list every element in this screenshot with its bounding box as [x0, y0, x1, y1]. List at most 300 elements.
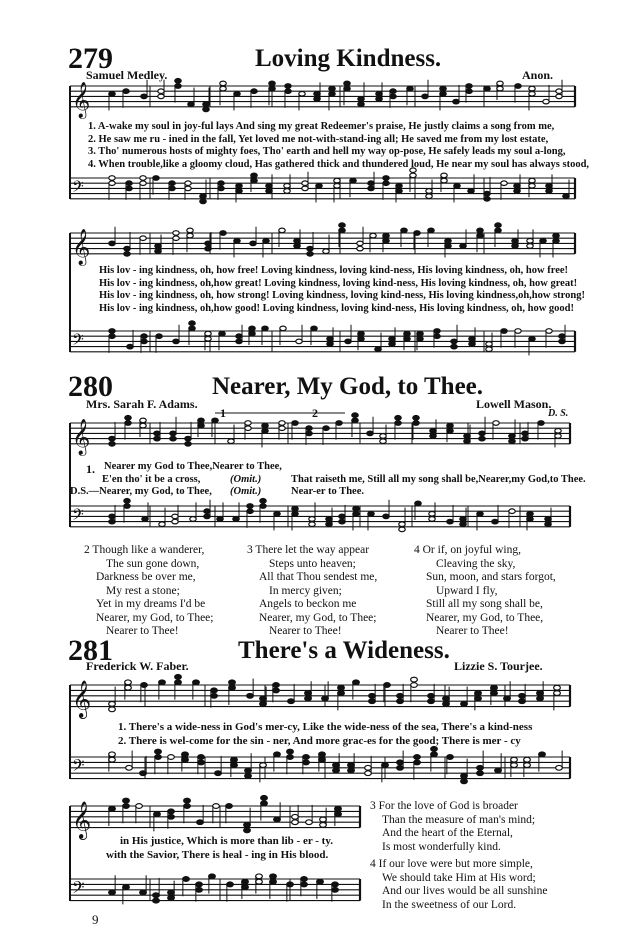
note-head [154, 431, 160, 436]
note-head [158, 94, 164, 99]
note-head [305, 691, 312, 696]
note-head [220, 81, 226, 86]
note-head [109, 707, 116, 712]
note-head [251, 178, 257, 183]
note-head [443, 702, 450, 707]
note-head [540, 239, 546, 244]
verse-number: 1. [86, 462, 95, 476]
note-head [464, 439, 470, 444]
note-head [109, 176, 115, 181]
note-head [292, 814, 299, 819]
note-head [345, 339, 351, 344]
note-head [220, 86, 226, 91]
note-head [260, 499, 266, 504]
note-head [332, 887, 339, 892]
note-head [184, 804, 191, 809]
note-head [555, 434, 561, 439]
ds-mark: D. S. [548, 408, 569, 419]
note-head [484, 197, 490, 202]
note-head [323, 249, 329, 254]
note-head [182, 752, 189, 757]
note-head [486, 347, 492, 352]
note-head [228, 439, 234, 444]
note-head [445, 244, 451, 249]
note-head [461, 702, 468, 707]
note-head [306, 431, 312, 436]
note-head [370, 233, 376, 238]
note-head [205, 337, 211, 342]
note-head [285, 89, 291, 94]
note-head [434, 329, 440, 334]
note-head [155, 755, 162, 760]
stanza-line: And our lives would be all sunshine [382, 885, 548, 897]
lyric-line: His lov - ing kindness, oh, how free! Loving kindness, loving kind-ness, His loving kindness, oh, how free! [99, 265, 569, 276]
note-head [154, 436, 160, 441]
note-head [358, 337, 364, 342]
stanza-line: Cleaving the sky, [436, 557, 516, 570]
stanza-line: Nearer to Thee! [106, 625, 179, 637]
note-head [358, 102, 364, 107]
note-head [368, 186, 374, 191]
treble-clef: 𝄞 [72, 228, 91, 265]
note-head [305, 696, 312, 701]
note-head [175, 680, 182, 685]
note-head [306, 426, 312, 431]
note-head [109, 752, 116, 757]
note-head [279, 426, 285, 431]
note-head [524, 757, 531, 762]
note-head [309, 517, 315, 522]
note-head [333, 763, 340, 768]
note-head [414, 755, 421, 760]
note-head [350, 178, 356, 183]
note-head [383, 233, 389, 238]
note-head [410, 173, 416, 178]
note-head [280, 326, 286, 331]
note-head [219, 331, 225, 336]
note-head [509, 509, 515, 514]
note-head [256, 874, 263, 879]
note-head [426, 189, 432, 194]
note-head [234, 239, 240, 244]
note-head [390, 89, 396, 94]
page-marker: 9 [92, 912, 99, 927]
note-head [303, 760, 310, 765]
note-head [504, 696, 511, 701]
note-head [251, 173, 257, 178]
note-head [338, 691, 345, 696]
note-head [475, 691, 482, 696]
note-head [140, 181, 146, 186]
hymn-number: 279 [68, 42, 113, 75]
note-head [441, 173, 447, 178]
note-head [556, 765, 563, 770]
note-head [369, 699, 376, 704]
stanza-line: 3 For the love of God is broader [370, 800, 518, 812]
note-head [203, 102, 209, 107]
note-head [260, 504, 266, 509]
note-head [260, 696, 267, 701]
note-head [196, 882, 203, 887]
note-head [270, 879, 277, 884]
note-head [197, 820, 204, 825]
lyric-line: 4. When trouble,like a gloomy cloud, Has gathered thick and thundered loud, He near my soul has always stood, [88, 158, 590, 170]
note-head [545, 517, 551, 522]
note-head [515, 84, 521, 89]
note-head [301, 882, 308, 887]
note-head [493, 421, 499, 426]
note-head [316, 184, 322, 189]
note-head [497, 86, 503, 91]
stanza-line: Nearer to Thee! [436, 625, 509, 637]
note-head [475, 696, 482, 701]
note-head [522, 436, 528, 441]
note-head [399, 522, 405, 527]
note-head [527, 512, 533, 517]
note-head [236, 339, 242, 344]
note-head [140, 418, 146, 423]
stanza-line: Nearer to Thee! [269, 625, 342, 637]
bass-clef: 𝄢 [72, 878, 85, 902]
note-head [198, 760, 205, 765]
first-ending-mark: 1 [220, 406, 226, 420]
note-head [357, 246, 363, 251]
stanza-line: In the sweetness of our Lord. [382, 898, 517, 911]
note-head [348, 768, 355, 773]
omit-mark: (Omit.) [230, 486, 262, 497]
note-head [468, 189, 474, 194]
note-head [109, 519, 115, 524]
note-head [441, 178, 447, 183]
music-composer: Anon. [522, 68, 554, 82]
note-head [168, 896, 175, 901]
note-head [383, 181, 389, 186]
note-head [477, 233, 483, 238]
note-head [515, 329, 521, 334]
lyric-line: 1. There's a wide-ness in God's mer-cy, Like the wide-ness of the sea, There's a kind-ness [118, 721, 533, 733]
note-head [509, 434, 515, 439]
note-head [123, 89, 129, 94]
note-head [168, 809, 175, 814]
note-head [501, 329, 507, 334]
note-head [109, 436, 115, 441]
note-head [495, 228, 501, 233]
note-head [182, 757, 189, 762]
note-head [336, 421, 342, 426]
treble-clef: 𝄞 [72, 800, 92, 839]
note-head [397, 699, 404, 704]
stanza-line: Is most wonderfully kind. [382, 840, 501, 853]
note-head [479, 431, 485, 436]
note-head [175, 84, 181, 89]
note-head [126, 765, 133, 770]
note-head [431, 752, 438, 757]
note-head [236, 189, 242, 194]
note-head [141, 94, 147, 99]
note-head [317, 879, 324, 884]
note-head [260, 702, 267, 707]
stanza-line: 2 Though like a wanderer, [84, 544, 205, 556]
note-head [262, 423, 268, 428]
note-head [211, 693, 218, 698]
stanza-line: And the heart of the Eternal, [382, 827, 513, 839]
note-head [553, 233, 559, 238]
note-head [334, 178, 340, 183]
note-head [413, 421, 419, 426]
note-head [226, 804, 233, 809]
note-head [262, 429, 268, 434]
note-head [466, 84, 472, 89]
note-head [123, 804, 130, 809]
refrain-lyrics [99, 265, 585, 315]
note-head [369, 693, 376, 698]
note-head [263, 239, 269, 244]
omit-mark: (Omit.) [230, 474, 262, 485]
note-head [563, 194, 569, 199]
note-head [352, 413, 358, 418]
note-head [292, 421, 298, 426]
note-head [185, 442, 191, 447]
stanza-line: Nearer, my God, to Thee; [96, 611, 214, 624]
note-head [269, 81, 275, 86]
note-head [292, 512, 298, 517]
note-head [123, 885, 130, 890]
lyric-line: His lov - ing kindness, oh, how strong! Loving kindness, loving kind-ness, His loving kindness,oh,how strong! [99, 290, 585, 301]
note-head [209, 874, 216, 879]
note-head [429, 517, 435, 522]
stanza-line: Steps unto heaven; [269, 557, 356, 570]
lyric-line: 3. Tho' numerous hosts of mighty foes, Tho' earth and hell my way op-pose, He safely leads my soul a-long, [88, 146, 566, 157]
note-head [323, 426, 329, 431]
note-head [461, 774, 468, 779]
note-head [464, 434, 470, 439]
note-head [185, 436, 191, 441]
lyric-line: Near-er to Thee. [291, 486, 364, 497]
note-head [303, 755, 310, 760]
note-head [484, 86, 490, 91]
note-head [270, 874, 277, 879]
note-head [537, 691, 544, 696]
note-head [220, 231, 226, 236]
note-head [287, 755, 294, 760]
note-head [287, 882, 294, 887]
lyric-line: 2. He saw me ru - ined in the fall, Yet loved me not-with-stand-ing all; He saved me from my lost estate, [88, 133, 549, 145]
note-head [229, 680, 236, 685]
note-head [519, 699, 526, 704]
note-head [299, 92, 305, 97]
note-head [329, 92, 335, 97]
note-head [339, 519, 345, 524]
note-head [428, 693, 435, 698]
note-head [314, 97, 320, 102]
note-head [140, 176, 146, 181]
stanza-line: My rest a stone; [106, 584, 180, 597]
note-head [109, 442, 115, 447]
note-head [141, 334, 147, 339]
note-head [217, 517, 223, 522]
note-head [175, 79, 181, 84]
note-head [358, 331, 364, 336]
note-head [512, 239, 518, 244]
note-head [204, 514, 210, 519]
note-head [284, 189, 290, 194]
stanza-line: Upward I fly, [436, 584, 498, 597]
note-head [348, 763, 355, 768]
lyric-line: His lov - ing kindness, oh,how good! Loving kindness, loving kind-ness, His loving kindness, oh, how good! [99, 302, 574, 314]
note-head [247, 693, 254, 698]
note-head [211, 688, 218, 693]
note-head [460, 244, 466, 249]
note-head [205, 331, 211, 336]
note-head [123, 798, 130, 803]
note-head [185, 181, 191, 186]
note-head [395, 421, 401, 426]
note-head [247, 504, 253, 509]
note-head [396, 184, 402, 189]
note-head [169, 186, 175, 191]
note-head [172, 514, 178, 519]
note-head [251, 89, 257, 94]
note-head [141, 683, 148, 688]
note-head [109, 702, 116, 707]
note-head [527, 239, 533, 244]
note-head [236, 334, 242, 339]
note-head [453, 99, 459, 104]
note-head [353, 512, 359, 517]
note-head [522, 431, 528, 436]
note-head [430, 434, 436, 439]
note-head [365, 771, 372, 776]
note-head [205, 246, 211, 251]
note-head [124, 252, 130, 257]
note-head [429, 512, 435, 517]
note-head [383, 176, 389, 181]
note-head [367, 431, 373, 436]
words-author: Samuel Medley. [86, 68, 168, 82]
note-head [539, 752, 546, 757]
note-head [261, 796, 268, 801]
note-head [124, 504, 130, 509]
stanza-line: All that Thou sendest me, [259, 571, 378, 583]
note-head [247, 509, 253, 514]
note-head [109, 241, 115, 246]
note-head [109, 806, 116, 811]
note-head [486, 342, 492, 347]
note-head [170, 431, 176, 436]
note-head [218, 181, 224, 186]
note-head [285, 84, 291, 89]
note-head [319, 752, 326, 757]
note-head [198, 418, 204, 423]
hymn-title: Nearer, My God, to Thee. [212, 373, 484, 400]
lyric-line: 2. There is wel-come for the sin - ner, And more grac-es for the good; There is mer - cy [118, 735, 521, 747]
note-head [227, 882, 234, 887]
note-head [546, 329, 552, 334]
stanza-line: Still all my song shall be, [426, 598, 543, 610]
note-head [231, 763, 238, 768]
note-head [543, 99, 549, 104]
bass-clef: 𝄢 [72, 178, 85, 200]
note-head [344, 86, 350, 91]
note-head [389, 337, 395, 342]
note-head [233, 517, 239, 522]
hymn-title: Loving Kindness. [255, 45, 442, 72]
note-head [352, 418, 358, 423]
note-head [477, 771, 484, 776]
note-head [231, 757, 238, 762]
lyric-line: E'en tho' it be a cross, [102, 474, 201, 485]
note-head [279, 228, 285, 233]
note-head [229, 685, 236, 690]
note-head [175, 675, 182, 680]
note-head [244, 823, 251, 828]
note-head [140, 423, 146, 428]
note-head [553, 239, 559, 244]
note-head [140, 236, 146, 241]
note-head [511, 763, 518, 768]
note-head [495, 768, 502, 773]
stanza-line: 4 Or if, on joyful wing, [414, 544, 522, 556]
stanza-line: Yet in my dreams I'd be [96, 598, 206, 610]
stanza-line: Nearer, my God, to Thee, [426, 611, 544, 624]
note-head [389, 342, 395, 347]
lyric-line: D.S.—Nearer, my God, to Thee, [70, 486, 212, 497]
music-composer: Lowell Mason. [476, 397, 552, 411]
note-head [411, 677, 418, 682]
note-head [390, 94, 396, 99]
note-head [198, 423, 204, 428]
note-head [279, 421, 285, 426]
note-head [376, 97, 382, 102]
note-head [511, 757, 518, 762]
words-author: Mrs. Sarah F. Adams. [86, 397, 198, 411]
note-head [309, 522, 315, 527]
note-head [234, 92, 240, 97]
note-head [338, 685, 345, 690]
note-head [140, 890, 147, 895]
note-head [245, 774, 252, 779]
hymn-title: There's a Wideness. [238, 637, 450, 664]
hymn-number: 281 [68, 634, 113, 667]
note-head [333, 768, 340, 773]
note-head [320, 817, 327, 822]
note-head [172, 519, 178, 524]
note-head [183, 877, 190, 882]
note-head [477, 765, 484, 770]
note-head [559, 339, 565, 344]
note-head [242, 879, 249, 884]
note-head [454, 184, 460, 189]
note-head [382, 763, 389, 768]
note-head [125, 680, 132, 685]
note-head [266, 189, 272, 194]
note-head [320, 823, 327, 828]
note-head [314, 92, 320, 97]
note-head [245, 426, 251, 431]
note-head [327, 337, 333, 342]
note-head [188, 102, 194, 107]
note-head [322, 696, 329, 701]
note-head [529, 184, 535, 189]
note-head [451, 339, 457, 344]
note-head [249, 326, 255, 331]
note-head [479, 436, 485, 441]
note-head [141, 339, 147, 344]
note-head [559, 334, 565, 339]
note-head [153, 893, 160, 898]
note-head [173, 339, 179, 344]
note-head [168, 890, 175, 895]
